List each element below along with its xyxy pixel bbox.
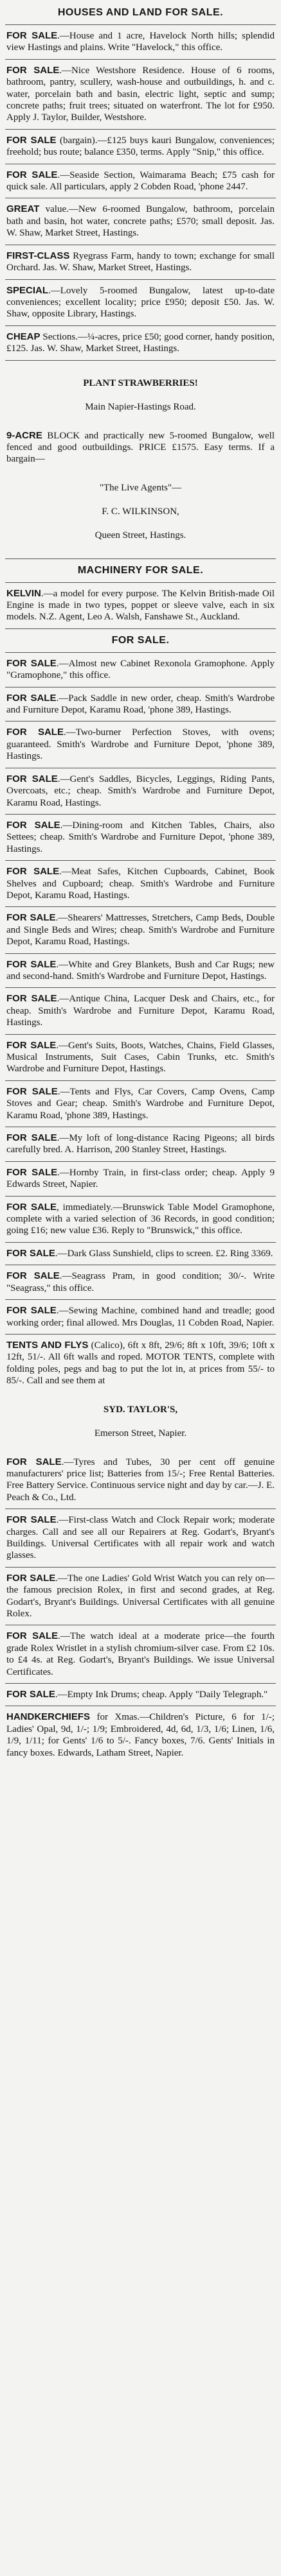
- divider: [5, 1080, 276, 1081]
- divider: [5, 1508, 276, 1509]
- classified-ad: [5, 585, 276, 626]
- ad-lead: FOR SALE: [6, 727, 64, 738]
- ad-lead: FOR SALE: [6, 1456, 62, 1467]
- ad-lead: FOR SALE: [6, 657, 57, 669]
- ad-body: .—First-class Watch and Clock Repair work; moderate charges. Call and see all our Repairers at Reg. Godart's, Bryant's Buildings. Universal Certificates with all repair work and watch glasses.: [6, 1515, 275, 1561]
- taylor-name: SYD. TAYLOR'S,: [103, 1404, 178, 1415]
- divider: [5, 860, 276, 861]
- ad-body: .—Tyres and Tubes, 30 per cent off genuine manufacturers' price list; Batteries from 15/-; Free Rental Batteries. Free Battery Service. Continuous service night and day by car.—J. E. Peach & Co., Ltd.: [6, 1457, 275, 1503]
- ad-body: .—Almost new Cabinet Rexonola Gramophone. Apply "Gramophone," this office.: [6, 658, 275, 681]
- divider: [5, 1683, 276, 1684]
- classified-ad: [5, 690, 276, 719]
- ad-body: .—Gent's Saddles, Bicycles, Leggings, Riding Pants, Overcoats, etc.; cheap. Smith's Wardrobe and Furniture Depot, Karamu Road, Hastings.: [6, 774, 275, 808]
- classified-ad: [5, 28, 276, 56]
- ad-body: Sections.—¼-acres, price £50; good corner, handy position, £125. Jas. W. Shaw, Market Street, Hastings.: [6, 331, 275, 354]
- section-heading-machinery: MACHINERY FOR SALE.: [77, 564, 204, 576]
- ad-lead: FOR SALE: [6, 1514, 57, 1526]
- taylor-signoff: [5, 1390, 276, 1454]
- ad-lead: FOR SALE: [6, 1270, 60, 1282]
- classified-ad: [5, 771, 276, 811]
- divider: [5, 721, 276, 722]
- classified-ad: [5, 863, 276, 904]
- plant-address: Main Napier-Hastings Road.: [85, 401, 196, 412]
- ad-body: .—Hornby Train, in first-class order; cheap. Apply 9 Edwards Street, Napier.: [6, 1167, 275, 1190]
- divider: [5, 558, 276, 559]
- classified-ad: [5, 1686, 276, 1703]
- ad-lead: FOR SALE: [6, 912, 56, 924]
- classified-ad: [5, 956, 276, 985]
- divider: [5, 953, 276, 954]
- classified-ad: [5, 817, 276, 858]
- ad-lead: FOR SALE: [6, 64, 60, 76]
- divider: [5, 582, 276, 583]
- ad-lead: FOR SALE: [6, 1166, 58, 1178]
- divider: [5, 360, 276, 361]
- divider: [5, 1196, 276, 1197]
- taylor-address: Emerson Street, Napier.: [94, 1428, 187, 1439]
- ad-lead: FOR SALE: [6, 169, 58, 180]
- ad-body: .—a model for every purpose. The Kelvin British-made Oil Engine is made in two types, poppet or sleeve valve, each in six models. N.Z. Agent, Leo A. Walsh, Fanshawe St., Auckland.: [6, 588, 275, 623]
- ad-body: .—Meat Safes, Kitchen Cupboards, Cabinet, Book Shelves and Cupboard; cheap. Smith's Wardrobe and Furniture Depot, Karamu Road, Hastings.: [6, 867, 275, 901]
- classified-ad: [5, 132, 276, 161]
- divider: [5, 652, 276, 653]
- divider: [5, 325, 276, 326]
- ad-body: .—Pack Saddle in new order, cheap. Smith's Wardrobe and Furniture Depot, Karamu Road, 'phone 389, Hastings.: [6, 693, 275, 716]
- divider: [5, 1299, 276, 1300]
- ad-body: .—Seagrass Pram, in good condition; 30/-. Write "Seagrass," this office.: [6, 1271, 275, 1293]
- divider: [5, 1161, 276, 1162]
- ad-body: .—House and 1 acre, Havelock North hills; splendid view Hastings and plains. Write "Havelock," this office.: [6, 31, 275, 53]
- ad-lead: FOR SALE: [6, 692, 57, 704]
- ad-lead: FOR SALE: [6, 1132, 57, 1144]
- plant-agent-block: [5, 468, 276, 556]
- ad-lead: FOR SALE: [6, 1201, 57, 1213]
- ad-lead: FOR SALE: [6, 1247, 55, 1259]
- ad-body: .—Sewing Machine, combined hand and treadle; good working order; final allowed. Mrs Douglas, 11 Cobden Road, Napier.: [6, 1306, 275, 1328]
- classified-ad: [5, 1302, 276, 1331]
- ad-body: .—Lovely 5-roomed Bungalow, latest up-to-date conveniences; excellent locality; price £950; deposit £50. Jas. W. Shaw, opposite Library, Hastings.: [6, 285, 275, 320]
- divider: [5, 1567, 276, 1568]
- ad-lead: FOR SALE: [6, 866, 60, 877]
- classified-ad: [5, 282, 276, 323]
- divider: [5, 814, 276, 815]
- agent-tagline: "The Live Agents"—: [99, 483, 182, 494]
- classified-ad: [5, 1268, 276, 1297]
- divider: [5, 24, 276, 25]
- ad-lead: KELVIN: [6, 587, 41, 599]
- ad-lead: FOR SALE: [6, 1039, 57, 1051]
- section-heading-houses: HOUSES AND LAND FOR SALE.: [57, 7, 224, 18]
- ad-lead: FOR SALE: [6, 1305, 57, 1317]
- ad-body: .—Dining-room and Kitchen Tables, Chairs, also Settees; cheap. Smith's Wardrobe and Furniture Depot, 'phone 389, Hastings.: [6, 820, 275, 854]
- ad-lead: SPECIAL: [6, 284, 49, 296]
- ad-body: .—Gent's Suits, Boots, Watches, Chains, Field Glasses, Musical Instruments, Suit Cases, Cabin Trunks, etc. Smith's Wardrobe and Furniture Depot, Hastings.: [6, 1040, 275, 1075]
- houses-ads-list: [5, 28, 276, 358]
- divider: [5, 1242, 276, 1243]
- ad-lead: GREAT: [6, 203, 40, 215]
- ad-lead: FOR SALE: [6, 958, 57, 970]
- classified-ad: [5, 1037, 276, 1078]
- divider: [5, 987, 276, 988]
- ad-body: (bargain).—£125 buys kauri Bungalow, conveniences; freehold; bus route; balance £350, terms. Apply "Snip," this office.: [6, 135, 275, 158]
- divider: [5, 129, 276, 130]
- classified-ad: [5, 248, 276, 277]
- classified-ad: [5, 1164, 276, 1193]
- ad-body: value.—New 6-roomed Bungalow, bathroom, porcelain bath and basin, hot water, concrete paths; £570; small deposit. Jas. W. Shaw, Market Street, Hastings.: [6, 204, 275, 239]
- classified-ad: [5, 62, 276, 126]
- ad-body: .—White and Grey Blankets, Bush and Car Rugs; new and second-hand. Smith's Wardrobe and Furniture Depot, Hastings.: [6, 959, 275, 981]
- ad-lead: FOR SALE: [6, 993, 57, 1005]
- ad-body: .—Tents and Flys, Car Covers, Camp Ovens, Camp Stoves and Gear; cheap. Smith's Wardrobe and Furniture Depot, Karamu Road, 'phone 389, Hastings.: [6, 1086, 275, 1121]
- ad-lead: FOR SALE: [6, 1630, 59, 1642]
- ad-lead: HANDKERCHIEFS: [6, 1711, 91, 1723]
- nine-acre-ad: [5, 428, 276, 468]
- plant-strawberries-ad: [5, 363, 276, 428]
- ad-body: .—My loft of long-distance Racing Pigeons; all birds carefully bred. A. Harrison, 200 Stanley Street, Hastings.: [6, 1133, 275, 1155]
- divider: [5, 1334, 276, 1335]
- classified-ad: [5, 1628, 276, 1681]
- classified-ad: [5, 1337, 276, 1390]
- ad-lead: TENTS AND FLYS: [6, 1339, 89, 1351]
- ad-body: .—Empty Ink Drums; cheap. Apply "Daily Telegraph.": [55, 1690, 268, 1700]
- classified-ad: [5, 167, 276, 196]
- for-sale-ads-list-2: [5, 1454, 276, 1762]
- ad-body: , immediately.—Brunswick Table Model Gramophone, complete with a varied selection of 36 Records, in good condition; going £16; new value £36. Reply to "Brunswick," this office.: [6, 1202, 275, 1236]
- ad-body: (Calico), 6ft x 8ft, 29/6; 8ft x 10ft, 39/6; 10ft x 12ft, 51/-. All 6ft walls and roped. MOTOR TENTS, complete with folding poles, pegs and bag to put the lot in, at prices from 55/- to 85/-. Call and see them at: [6, 1340, 275, 1387]
- agent-name: F. C. WILKINSON,: [102, 506, 179, 517]
- divider: [5, 59, 276, 60]
- classified-ad: [5, 1130, 276, 1159]
- classified-ad: [5, 329, 276, 358]
- ad-body: .—Dark Glass Sunshield, clips to screen. £2. Ring 3369.: [55, 1248, 273, 1259]
- classified-ad: [5, 1454, 276, 1507]
- ad-body: .—The watch ideal at a moderate price—the fourth grade Rolex Wristlet in a stylish chromium-silver case. From £2 10s. to £4 4s. at Reg. Godart's, Bryant's Buildings. We issue Universal Certificates.: [6, 1631, 275, 1677]
- machinery-ads-list: [5, 585, 276, 626]
- ad-body: for Xmas.—Children's Picture, 6 for 1/-; Ladies' Opal, 9d, 1/-; 1/9; Embroidered, 4d, 6d, 1/3, 1/6; Linen, 1/6, 1/9, 1/11; for Gents' 1/6 to 5/-. Fancy boxes, 7/6. Gents' Initials in fancy boxes. Edwards, Latham Street, Napier.: [6, 1712, 275, 1758]
- classified-ad: [5, 1709, 276, 1761]
- agent-address: Queen Street, Hastings.: [95, 530, 186, 540]
- ad-lead: FOR SALE: [6, 819, 60, 831]
- ad-lead: FOR SALE: [6, 1689, 55, 1700]
- divider: [5, 279, 276, 280]
- ad-body: .—Antique China, Lacquer Desk and Chairs, etc., for cheap. Smith's Wardrobe and Furniture Depot, Karamu Road, Hastings.: [6, 994, 275, 1028]
- classified-ad: [5, 201, 276, 241]
- classified-ad: [5, 1199, 276, 1240]
- divider: [5, 1034, 276, 1035]
- ad-lead: FOR SALE: [6, 1572, 56, 1584]
- classified-ad: [5, 910, 276, 950]
- classified-ad: [5, 990, 276, 1031]
- ad-body: Ryegrass Farm, handy to town; exchange for small Orchard. Jas. W. Shaw, Market Street, Hastings.: [6, 250, 275, 273]
- divider: [5, 906, 276, 907]
- ad-lead: FOR SALE: [6, 1085, 58, 1097]
- ad-lead: FOR SALE: [6, 134, 57, 146]
- ad-lead: FOR SALE: [6, 773, 58, 784]
- classified-ad: [5, 1512, 276, 1564]
- ad-lead: 9-ACRE: [6, 429, 42, 441]
- ad-body: .—The one Ladies' Gold Wrist Watch you can rely on—the famous precision Rolex, in first and second grades, at Reg. Godart's, Bryant's Buildings. Universal Certificates with all genuine Rolex.: [6, 1573, 275, 1620]
- divider: [5, 628, 276, 629]
- ad-body: BLOCK and practically new 5-roomed Bungalow, well fenced and good outbuildings. PRICE £1575. Easy terms. If a bargain—: [6, 430, 275, 465]
- classified-ad: [5, 1570, 276, 1623]
- ad-lead: FOR SALE: [6, 30, 58, 41]
- section-heading-for-sale: FOR SALE.: [111, 634, 170, 646]
- ad-body: .—Seaside Section, Waimarama Beach; £75 cash for quick sale. All particulars, apply 2 Cobden Road, 'phone 2447.: [6, 169, 275, 193]
- ad-body: .—Shearers' Mattresses, Stretchers, Camp Beds, Double and Single Beds and Wires; cheap. Smith's Wardrobe and Furniture Depot, Karamu Road, Hastings.: [6, 913, 275, 947]
- ad-body: .—Two-burner Perfection Stoves, with ovens; guaranteed. Smith's Wardrobe and Furniture Depot, 'phone 389, Hastings.: [6, 727, 275, 762]
- for-sale-ads-list: [5, 655, 276, 1390]
- plant-title: PLANT STRAWBERRIES!: [83, 377, 198, 388]
- classified-ad: [5, 1245, 276, 1262]
- ad-body: .—Nice Westshore Residence. House of 6 rooms, bathroom, pantry, scullery, wash-house and outbuildings, h. and c. water, porcelain bath and basin, electric light, septic and sump; concrete paths; fruit trees; situated on waterfront. The lot for £950. Apply J. Taylor, Builder, Westshore.: [6, 65, 275, 123]
- ad-lead: FIRST-CLASS: [6, 250, 70, 261]
- ad-lead: CHEAP: [6, 331, 41, 342]
- classified-ad: [5, 724, 276, 765]
- classified-ad: [5, 655, 276, 684]
- classified-ad: [5, 1084, 276, 1124]
